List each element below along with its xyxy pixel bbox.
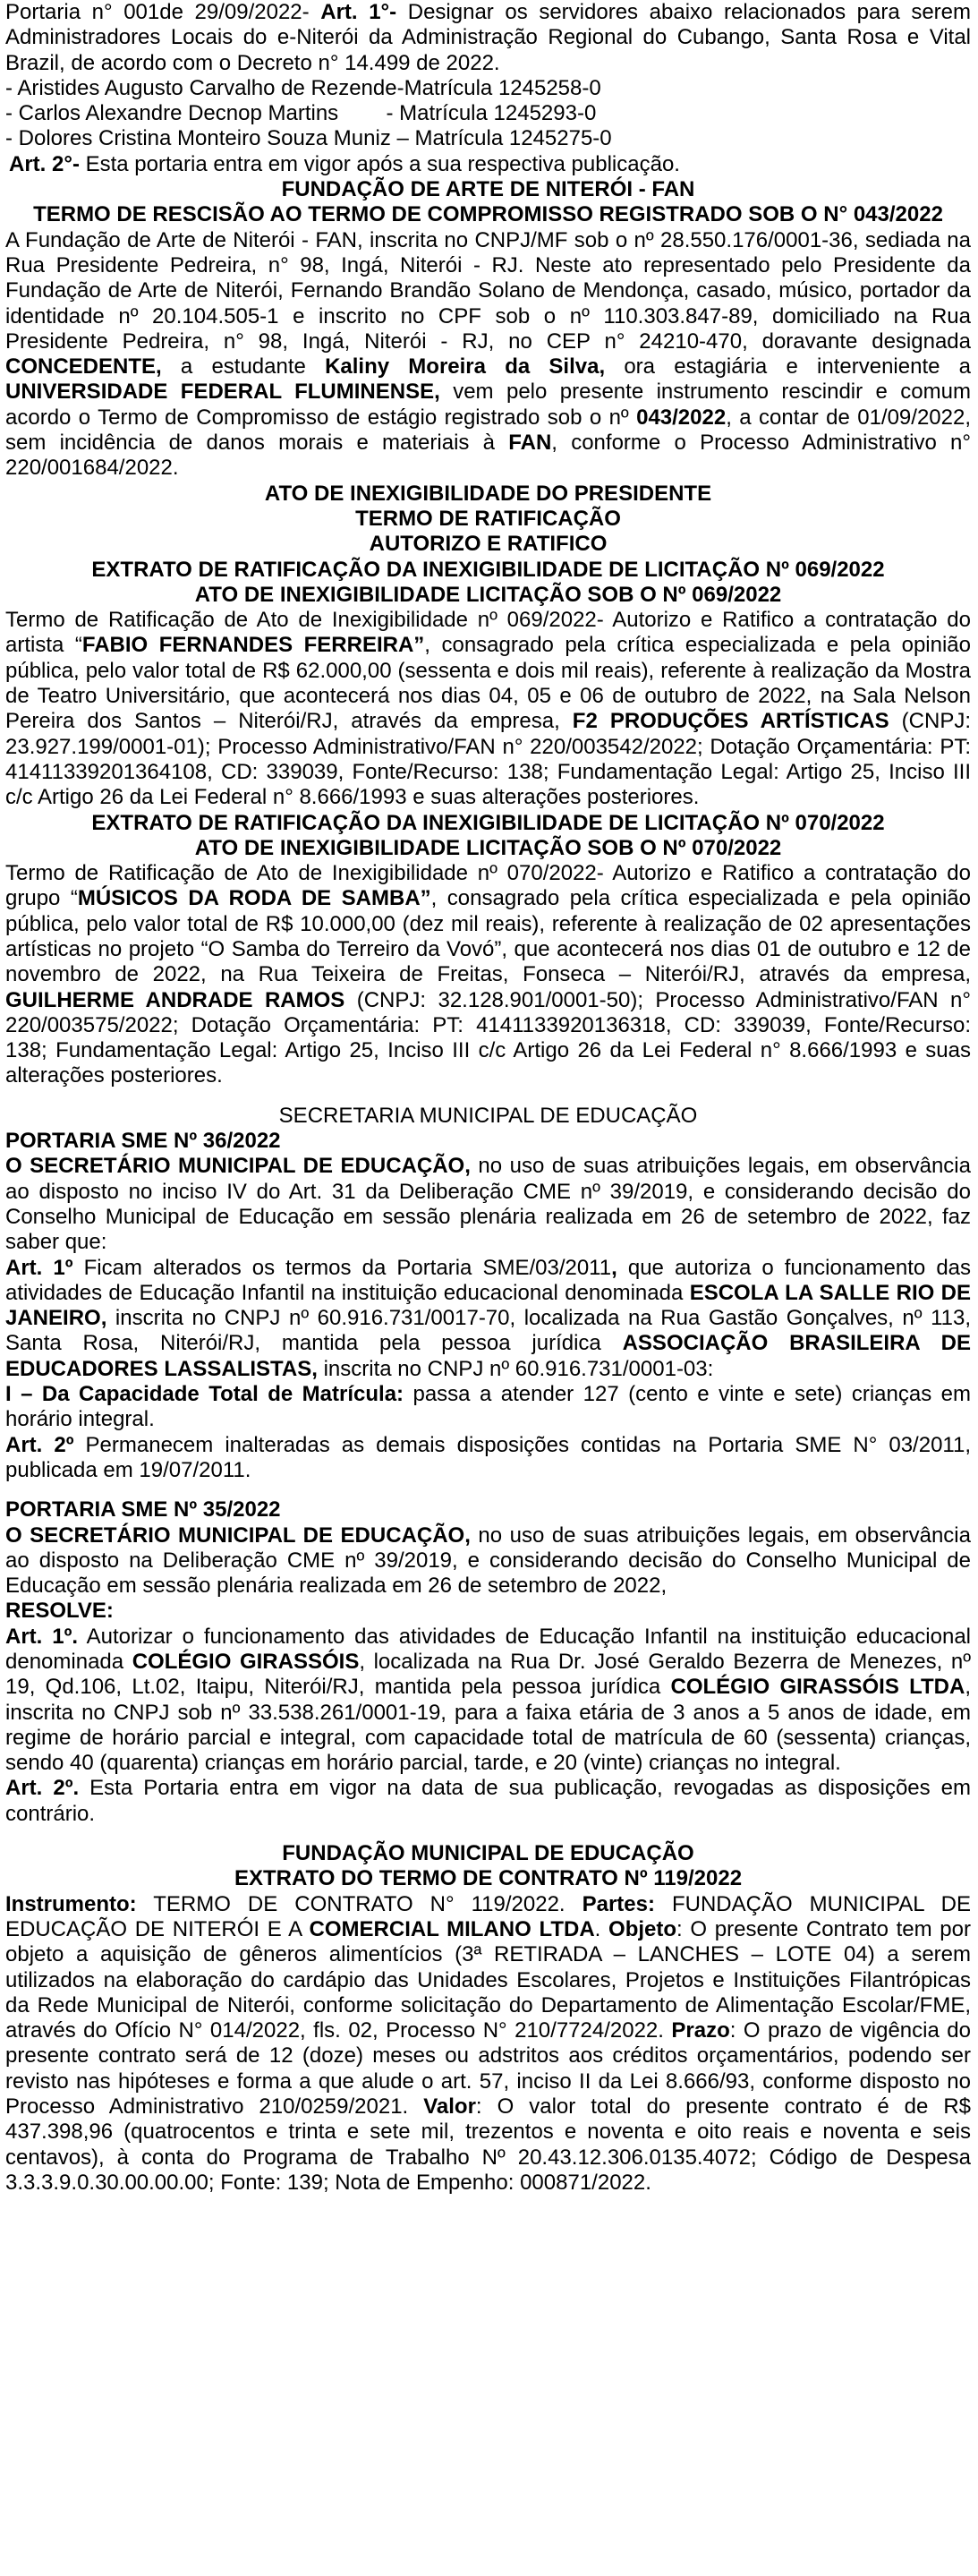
portaria-35-art2: Art. 2º. Esta Portaria entra em vigor na data de sua publicação, revogadas as disposições em contrário.: [5, 1776, 971, 1826]
portaria-36-intro: O SECRETÁRIO MUNICIPAL DE EDUCAÇÃO, no uso de suas atribuições legais, em observância ao disposto no inciso IV do Art. 31 da Deliberação CME nº 39/2019, e considerando decisão do Conselho Municipal de Educação em sessão plenária realizada em 26 de setembro de 2022, faz saber que:: [5, 1154, 971, 1255]
ato-heading: TERMO DE RATIFICAÇÃO: [355, 506, 621, 531]
portaria-36-art1: Art. 1º Ficam alterados os termos da Portaria SME/03/2011, que autoriza o funcionamento das atividades de Educação Infantil na instituição educacional denominada ESCOLA LA SALLE RIO DE JANEIRO, inscrita no CNPJ nº 60.916.731/0017-70, localizada na Rua Gastão Gonçalves, nº 113, Santa Rosa, Niterói/RJ, mantida pela pessoa jurídica ASSOCIAÇÃO BRASILEIRA DE EDUCADORES LASSALISTAS, inscrita no CNPJ nº 60.916.731/0001-03:: [5, 1255, 972, 1381]
sme-org-heading: SECRETARIA MUNICIPAL DE EDUCAÇÃO: [278, 1103, 698, 1128]
portaria-35-intro: O SECRETÁRIO MUNICIPAL DE EDUCAÇÃO, no uso de suas atribuições legais, em observância ao disposto na Deliberação CME nº 39/2019, e considerando decisão do Conselho Municipal de Educação em sessão plenária realizada em 26 de setembro de 2022,: [5, 1523, 971, 1599]
portaria-36-title: PORTARIA SME Nº 36/2022: [5, 1129, 281, 1154]
section-gap: [5, 1089, 971, 1104]
fme-org-heading: FUNDAÇÃO MUNICIPAL DE EDUCAÇÃO: [282, 1841, 694, 1866]
termo-rescisao-body: A Fundação de Arte de Niterói - FAN, inscrita no CNPJ/MF sob o nº 28.550.176/0001-36, sediada na Rua Presidente Pedreira, n° 98, Ingá, Niterói - RJ. Neste ato representado pelo Presidente da Fundação de Arte de Niterói, Fernando Brandão Solano de Mendonça, casado, músico, portador da identidade nº 20.104.505-1 e inscrito no CPF sob o nº 110.303.847-89, domiciliado na Rua Presidente Pedreira, n° 98, Ingá, Niterói - RJ, no CEP n° 24210-470, doravante designada CONCEDENTE, a estudante Kaliny Moreira da Silva, ora estagiária e interveniente a UNIVERSIDADE FEDERAL FLUMINENSE, vem pelo presente instrumento rescindir e comum acordo o Termo de Compromisso de estágio registrado sob o nº 043/2022, a contar de 01/09/2022, sem incidência de danos morais e materiais à FAN, conforme o Processo Administrativo n° 220/001684/2022.: [5, 227, 972, 481]
ato-heading: ATO DE INEXIGIBILIDADE DO PRESIDENTE: [264, 481, 712, 506]
extrato-069-body: Termo de Ratificação de Ato de Inexigibilidade nº 069/2022- Autorizo e Ratifico a contratação do artista “FABIO FERNANDES FERREIRA”, consagrado pela crítica especializada e pela opinião pública, pelo valor total de R$ 62.000,00 (sessenta e dois mil reais), referente à realização da Mostra de Teatro Universitário, que acontecerá nos dias 04, 05 e 06 de outubro de 2022, na Sala Nelson Pereira dos Santos – Niterói/RJ, através da empresa, F2 PRODUÇÕES ARTÍSTICAS (CNPJ: 23.927.199/0001-01); Processo Administrativo/FAN n° 220/003542/2022; Dotação Orçamentária: PT: 41411339201364108, CD: 339039, Fonte/Recurso: 138; Fundamentação Legal: Artigo 25, Inciso III c/c Artigo 26 da Lei Federal n° 8.666/1993 e suas alterações posteriores.: [5, 608, 972, 810]
servidor-line: - Dolores Cristina Monteiro Souza Muniz – Matrícula 1245275-0: [5, 126, 612, 151]
servidor-line: - Aristides Augusto Carvalho de Rezende-Matrícula 1245258-0: [5, 75, 601, 100]
portaria-001de-text: Portaria n° 001de 29/09/2022- Art. 1°- Designar os servidores abaixo relacionados para serem Administradores Locais do e-Niterói da Administração Regional do Cubango, Santa Rosa e Vital Brazil, de acordo com o Decreto n° 14.499 de 2022.: [5, 0, 971, 75]
portaria-36-art2: Art. 2º Permanecem inalteradas as demais disposições contidas na Portaria SME N° 03/2011, publicada em 19/07/2011.: [5, 1432, 971, 1482]
portaria-36-item-i: I – Da Capacidade Total de Matrícula: passa a atender 127 (cento e vinte e sete) crianças em horário integral.: [5, 1382, 971, 1432]
extrato-070-body: Termo de Ratificação de Ato de Inexigibilidade nº 070/2022- Autorizo e Ratifico a contratação do grupo “MÚSICOS DA RODA DE SAMBA”, consagrado pela crítica especializada e pela opinião pública, pelo valor total de R$ 10.000,00 (dez mil reais), referente à realização de 02 apresentações artísticas no projeto “O Samba do Terreiro da Vovó”, que acontecerá nos dias 01 de outubro e 12 de novembro de 2022, na Rua Teixeira de Freitas, Fonseca – Niterói/RJ, através da empresa, GUILHERME ANDRADE RAMOS (CNPJ: 32.128.901/0001-50); Processo Administrativo/FAN n° 220/003575/2022; Dotação Orçamentária: PT: 4141133920136318, CD: 339039, Fonte/Recurso: 138; Fundamentação Legal: Artigo 25, Inciso III c/c Artigo 26 da Lei Federal n° 8.666/1993 e suas alterações posteriores.: [5, 861, 972, 1088]
portaria-001de-art2: Art. 2°- Esta portaria entra em vigor após a sua respectiva publicação.: [9, 151, 680, 176]
servidor-line: - Carlos Alexandre Decnop Martins - Matrícula 1245293-0: [5, 101, 597, 126]
portaria-35-art1: Art. 1º. Autorizar o funcionamento das atividades de Educação Infantil na instituição educacional denominada COLÉGIO GIRASSÓIS, localizada na Rua Dr. José Geraldo Bezerra de Menezes, nº 19, Qd.106, Lt.02, Itaipu, Niterói/RJ, mantida pela pessoa jurídica COLÉGIO GIRASSÓIS LTDA, inscrita no CNPJ sob nº 33.538.261/0001-19, para a faixa etária de 3 anos a 5 anos de idade, em regime de horário parcial e integral, com capacidade total de matrícula de 60 (sessenta) crianças, sendo 40 (quarenta) crianças em horário parcial, tarde, e 20 (vinte) crianças no integral.: [5, 1624, 972, 1776]
fan-org-heading: FUNDAÇÃO DE ARTE DE NITERÓI - FAN: [281, 177, 695, 202]
portaria-35-resolve: RESOLVE:: [5, 1599, 114, 1624]
extrato-contrato-119-body: Instrumento: TERMO DE CONTRATO N° 119/2022. Partes: FUNDAÇÃO MUNICIPAL DE EDUCAÇÃO DE NITERÓI E A COMERCIAL MILANO LTDA. Objeto: O presente Contrato tem por objeto a aquisição de gêneros alimentícios (3ª RETIRADA – LANCHES – LOTE 04) a serem utilizados na elaboração do cardápio das Unidades Escolares, Projetos e Instituições Filantrópicas da Rede Municipal de Niterói, conforme solicitação do Departamento de Alimentação Escolar/FME, através do Ofício N° 014/2022, fls. 02, Processo N° 210/7724/2022. Prazo: O prazo de vigência do presente contrato será de 12 (doze) meses ou adstritos aos créditos orçamentários, podendo ser revisto nas hipóteses e forma a que alude o art. 57, inciso II da Lei 8.666/93, conforme disposto no Processo Administrativo 210/0259/2021. Valor: O valor total do presente contrato é de R$ 437.398,96 (quatrocentos e trinta e sete mil, trezentos e noventa e oito reais e noventa e seis centavos), à conta do Programa de Trabalho Nº 20.43.12.306.0135.4072; Código de Despesa 3.3.3.9.0.30.00.00.00; Fonte: 139; Nota de Empenho: 000871/2022.: [5, 1891, 972, 2195]
extrato-contrato-119-title: EXTRATO DO TERMO DE CONTRATO Nº 119/2022: [234, 1866, 743, 1891]
section-gap: [5, 1483, 971, 1497]
ato-heading: AUTORIZO E RATIFICO: [369, 532, 608, 557]
extrato-069-heading: EXTRATO DE RATIFICAÇÃO DA INEXIGIBILIDADE DE LICITAÇÃO Nº 069/2022: [91, 557, 885, 582]
termo-rescisao-title: TERMO DE RESCISÃO AO TERMO DE COMPROMISSO REGISTRADO SOB O N° 043/2022: [33, 202, 943, 227]
section-gap: [5, 1827, 971, 1841]
extrato-069-subheading: ATO DE INEXIGIBILIDADE LICITAÇÃO SOB O Nº 069/2022: [194, 582, 782, 607]
extrato-070-heading: EXTRATO DE RATIFICAÇÃO DA INEXIGIBILIDADE DE LICITAÇÃO Nº 070/2022: [91, 810, 885, 835]
portaria-35-title: PORTARIA SME Nº 35/2022: [5, 1497, 281, 1523]
extrato-070-subheading: ATO DE INEXIGIBILIDADE LICITAÇÃO SOB O Nº 070/2022: [194, 835, 782, 860]
